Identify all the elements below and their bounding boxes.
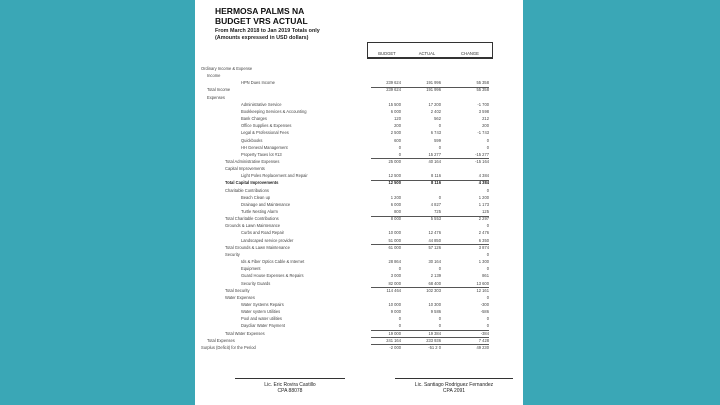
table-row bbox=[195, 73, 523, 79]
row-budget-value: 114 464 bbox=[386, 287, 401, 293]
row-change-value: 861 bbox=[482, 273, 489, 279]
row-actual-value: 44 850 bbox=[428, 237, 441, 243]
row-actual-value: 5 553 bbox=[430, 216, 441, 222]
row-label: Water Expenses bbox=[225, 294, 255, 300]
signature-title: CPA 88078 bbox=[277, 388, 303, 394]
table-row bbox=[195, 316, 523, 322]
table-row bbox=[195, 252, 523, 258]
row-change-value: 0 bbox=[486, 323, 489, 329]
row-label: Total Administrative Expenses bbox=[225, 158, 280, 164]
table-row bbox=[195, 295, 523, 301]
table-row bbox=[195, 202, 523, 208]
row-label: Equipment bbox=[241, 266, 261, 272]
row-change-value: 4 384 bbox=[478, 173, 489, 179]
report-subtitle: BUDGET VRS ACTUAL bbox=[215, 16, 308, 26]
row-label: Quickbooks bbox=[241, 137, 263, 143]
row-budget-value: 800 bbox=[394, 209, 401, 214]
table-row bbox=[195, 230, 523, 236]
row-label: Surplus (Deficit) for the Period bbox=[201, 344, 256, 350]
row-change-value: 0 bbox=[486, 144, 489, 150]
row-actual-value: 562 bbox=[434, 116, 441, 122]
row-actual-value: 0 bbox=[438, 266, 441, 272]
row-actual-value: 725 bbox=[434, 209, 441, 214]
table-row bbox=[195, 159, 523, 165]
total-underline bbox=[371, 244, 489, 245]
amounts-note: (Amounts expressed in USD dollars) bbox=[215, 35, 309, 41]
table-row bbox=[195, 338, 523, 344]
row-actual-value: 8 116 bbox=[430, 180, 441, 186]
row-budget-value: 1 200 bbox=[390, 194, 401, 200]
row-budget-value: 0 bbox=[398, 266, 401, 272]
row-actual-value: 9 586 bbox=[430, 309, 441, 315]
row-label: Beach Clean up bbox=[241, 194, 271, 200]
row-actual-value: 19 384 bbox=[428, 330, 441, 336]
row-label: Capital Improvements bbox=[225, 166, 265, 172]
row-label: Water Systems Repairs bbox=[241, 301, 284, 307]
row-label: Security bbox=[225, 251, 240, 257]
signature-line bbox=[395, 378, 513, 379]
row-change-value: 49 230 bbox=[476, 344, 489, 350]
row-actual-value: 4 827 bbox=[430, 201, 441, 207]
total-underline bbox=[371, 216, 489, 217]
row-label: HPN Dues Income bbox=[241, 80, 275, 86]
row-budget-value: 15 500 bbox=[388, 101, 401, 107]
row-actual-value: 2 139 bbox=[430, 273, 441, 279]
row-actual-value: 599 bbox=[434, 137, 441, 143]
row-label: Total Expenses bbox=[207, 337, 235, 343]
row-label: Daycliar Water Payment bbox=[241, 323, 285, 329]
table-row bbox=[195, 273, 523, 279]
row-change-value: 55 358 bbox=[476, 80, 489, 86]
table-row bbox=[195, 302, 523, 308]
row-actual-value: 40 164 bbox=[428, 158, 441, 164]
row-change-value: -15 277 bbox=[475, 151, 489, 157]
table-row bbox=[195, 188, 523, 194]
row-actual-value: 57 126 bbox=[428, 244, 441, 250]
row-budget-value: 241 164 bbox=[386, 337, 401, 343]
row-label: Administrative Service bbox=[241, 101, 282, 107]
row-change-value: 125 bbox=[482, 209, 489, 214]
row-label: Total Charitable Contributions bbox=[225, 216, 279, 222]
table-row bbox=[195, 345, 523, 351]
row-budget-value: 0 bbox=[398, 151, 401, 157]
row-budget-value: 120 bbox=[394, 116, 401, 122]
table-row bbox=[195, 109, 523, 115]
row-actual-value: 12 476 bbox=[428, 230, 441, 236]
row-actual-value: 8 116 bbox=[431, 173, 441, 179]
total-underline bbox=[371, 180, 489, 181]
table-row bbox=[195, 223, 523, 229]
row-budget-value: 9 000 bbox=[390, 309, 401, 315]
row-change-value: 1 200 bbox=[478, 194, 489, 200]
row-change-value: -1 743 bbox=[477, 130, 489, 136]
report-page bbox=[195, 0, 523, 405]
row-actual-value: 102 303 bbox=[426, 287, 441, 293]
row-change-value: -586 bbox=[480, 309, 489, 315]
row-label: Landscaped service provider bbox=[241, 237, 294, 243]
row-budget-value: 239 624 bbox=[386, 87, 401, 93]
row-change-value: 0 bbox=[486, 266, 489, 272]
row-budget-value: 3 000 bbox=[390, 273, 401, 279]
row-change-value: 1 300 bbox=[478, 259, 489, 265]
column-header-actual: ACTUAL bbox=[407, 50, 447, 59]
row-budget-value: 200 bbox=[394, 123, 401, 129]
row-change-value: 1 173 bbox=[478, 201, 489, 207]
row-change-value: 0 bbox=[486, 251, 489, 257]
row-budget-value: 19 000 bbox=[388, 330, 401, 336]
table-row bbox=[195, 116, 523, 122]
row-budget-value: 61 000 bbox=[388, 244, 401, 250]
row-label: Bank Charges bbox=[241, 116, 267, 122]
signature-title: CPA 2091 bbox=[442, 388, 466, 394]
row-change-value: 0 bbox=[486, 187, 489, 193]
row-budget-value: 0 bbox=[398, 316, 401, 322]
row-change-value: 0 bbox=[486, 137, 489, 143]
row-actual-value: 17 200 bbox=[428, 101, 441, 107]
row-actual-value: 233 936 bbox=[426, 337, 441, 343]
row-actual-value: 0 bbox=[438, 316, 441, 322]
column-header-change: CHANGE bbox=[447, 50, 493, 59]
row-budget-value: 6 000 bbox=[390, 108, 401, 114]
row-change-value: -15 164 bbox=[475, 158, 489, 164]
row-budget-value: 8 000 bbox=[390, 216, 401, 222]
total-underline bbox=[371, 337, 489, 338]
row-label: Income bbox=[207, 73, 221, 79]
total-underline bbox=[371, 287, 489, 288]
row-budget-value: 6 000 bbox=[390, 201, 401, 207]
table-row bbox=[195, 259, 523, 265]
row-budget-value: -2 000 bbox=[389, 344, 401, 350]
row-budget-value: 28 864 bbox=[388, 259, 401, 265]
table-row bbox=[195, 80, 523, 86]
row-budget-value: 239 624 bbox=[386, 80, 401, 86]
row-actual-value: 6 743 bbox=[430, 130, 441, 136]
row-label: Water system Utilities bbox=[241, 309, 281, 315]
row-budget-value: 10 000 bbox=[388, 230, 401, 236]
table-row bbox=[195, 266, 523, 272]
table-row bbox=[195, 323, 523, 329]
table-row bbox=[195, 166, 523, 172]
row-label: Curbs and Road Repair bbox=[241, 230, 285, 236]
report-title: HERMOSA PALMS NA bbox=[215, 6, 305, 16]
row-change-value: 200 bbox=[482, 123, 489, 129]
table-row bbox=[195, 180, 523, 186]
row-change-value: 0 bbox=[486, 316, 489, 322]
row-actual-value: 0 bbox=[438, 123, 441, 129]
row-label: Total Security bbox=[225, 287, 250, 293]
row-actual-value: 10 300 bbox=[428, 301, 441, 307]
table-row bbox=[195, 309, 523, 315]
row-change-value: 3 598 bbox=[478, 108, 489, 114]
row-budget-value: 12 500 bbox=[388, 173, 401, 179]
table-row bbox=[195, 238, 523, 244]
table-row bbox=[195, 123, 523, 129]
row-change-value: 7 428 bbox=[478, 337, 489, 343]
row-actual-value: 2 402 bbox=[430, 108, 441, 114]
row-change-value: 212 bbox=[482, 116, 489, 122]
total-underline bbox=[371, 330, 489, 331]
row-budget-value: 0 bbox=[398, 323, 401, 329]
row-label: Pool and water utilities bbox=[241, 316, 282, 322]
table-row bbox=[195, 288, 523, 294]
row-actual-value: -51 2 0 bbox=[428, 344, 441, 350]
table-row bbox=[195, 152, 523, 158]
signature-name: Lic. Eric Rovira Castillo bbox=[264, 382, 316, 388]
row-change-value: 55 358 bbox=[476, 87, 489, 93]
row-label: Drainage and Maintenance bbox=[241, 201, 291, 207]
signature-block-1 bbox=[235, 382, 345, 394]
row-change-value: 3 874 bbox=[478, 244, 489, 250]
signature-name: Lic. Santiago Rodriguez Fernandez bbox=[414, 382, 494, 388]
row-change-value: 0 bbox=[486, 294, 489, 300]
row-label: Turtle Nesting Alarm bbox=[241, 209, 278, 214]
column-header-budget: BUDGET bbox=[367, 50, 407, 59]
row-label: Total Capital Improvements bbox=[225, 180, 279, 186]
row-actual-value: 68 400 bbox=[428, 280, 441, 286]
table-row bbox=[195, 95, 523, 101]
row-label: Bookkeeping Services & Accounting bbox=[241, 108, 307, 114]
row-label: Guard House Expenses & Repairs bbox=[241, 273, 304, 279]
row-budget-value: 10 000 bbox=[388, 301, 401, 307]
table-row bbox=[195, 209, 523, 215]
row-budget-value: 51 000 bbox=[388, 237, 401, 243]
row-actual-value: 191 996 bbox=[426, 80, 441, 86]
row-change-value: -300 bbox=[480, 301, 489, 307]
table-row bbox=[195, 138, 523, 144]
table-row bbox=[195, 145, 523, 151]
total-underline bbox=[371, 87, 489, 88]
row-label: Total Income bbox=[207, 87, 231, 93]
row-budget-value: 0 bbox=[398, 144, 401, 150]
row-change-value: 13 600 bbox=[476, 280, 489, 286]
row-label: Security Guards bbox=[241, 280, 271, 286]
row-actual-value: 15 277 bbox=[428, 151, 441, 157]
table-row bbox=[195, 66, 523, 72]
table-row bbox=[195, 245, 523, 251]
row-budget-value: 600 bbox=[394, 137, 401, 143]
row-label: Ids & Fiber Optics Cable & Internet bbox=[241, 259, 305, 265]
row-budget-value: 82 000 bbox=[388, 280, 401, 286]
table-row bbox=[195, 195, 523, 201]
table-row bbox=[195, 87, 523, 93]
row-change-value: 4 384 bbox=[478, 180, 489, 186]
row-change-value: 2 476 bbox=[478, 230, 489, 236]
table-row bbox=[195, 130, 523, 136]
row-budget-value: 2 500 bbox=[390, 130, 401, 136]
signature-block-2 bbox=[395, 382, 513, 394]
row-label: Office Supplies & Expenses bbox=[241, 123, 292, 129]
row-change-value: 6 350 bbox=[478, 237, 489, 243]
row-label: Expenses bbox=[207, 94, 225, 100]
row-label: Total Grounds & Lawn Maintenance bbox=[225, 244, 290, 250]
row-change-value: 12 161 bbox=[476, 287, 489, 293]
row-budget-value: 12 500 bbox=[388, 180, 401, 186]
row-label: Grounds & Lawn Maintenance bbox=[225, 223, 281, 229]
table-row bbox=[195, 331, 523, 337]
row-label: Charitable Contributions bbox=[225, 187, 269, 193]
total-underline bbox=[371, 158, 489, 159]
row-change-value: 2 297 bbox=[478, 216, 489, 222]
row-actual-value: 0 bbox=[438, 194, 441, 200]
row-budget-value: 25 000 bbox=[388, 158, 401, 164]
row-change-value: -1 700 bbox=[477, 101, 489, 107]
table-row bbox=[195, 102, 523, 108]
row-label: Light Poles Replacement and Repair bbox=[241, 173, 308, 179]
row-actual-value: 0 bbox=[438, 323, 441, 329]
report-period: From March 2018 to Jan 2019 Totals only bbox=[215, 28, 320, 34]
row-change-value: 0 bbox=[486, 223, 489, 229]
row-label: Ordinary Income & Expense bbox=[201, 66, 253, 71]
row-label: Legal & Professional Fees bbox=[241, 130, 289, 136]
table-row bbox=[195, 216, 523, 222]
total-underline bbox=[371, 344, 489, 345]
row-label: Total Water Expenses bbox=[225, 330, 265, 336]
row-actual-value: 0 bbox=[438, 144, 441, 150]
table-row bbox=[195, 281, 523, 287]
signature-line bbox=[235, 378, 345, 379]
row-label: HH General Management bbox=[241, 144, 288, 150]
row-change-value: -384 bbox=[480, 330, 489, 336]
row-actual-value: 30 164 bbox=[428, 259, 441, 265]
row-actual-value: 191 996 bbox=[426, 87, 441, 93]
table-row bbox=[195, 173, 523, 179]
row-label: Property Taxes lot #13 bbox=[241, 151, 282, 157]
